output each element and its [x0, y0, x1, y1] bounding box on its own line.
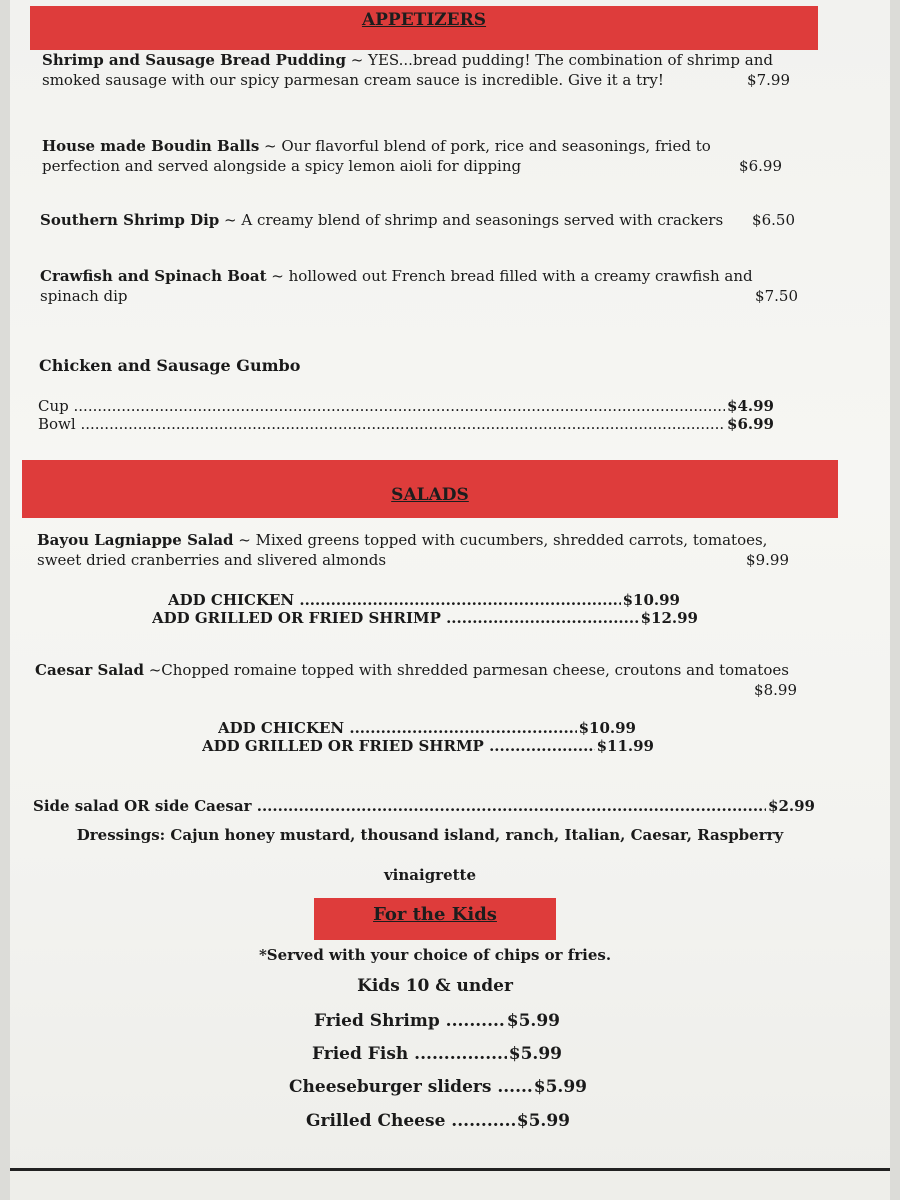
salads-header: [22, 460, 838, 518]
gumbo-bowl-price: $6.99: [727, 415, 774, 433]
kids-item-name: Cheeseburger sliders: [289, 1077, 492, 1097]
gumbo-cup-row: [38, 396, 774, 416]
kids-item-sliders: [289, 1076, 587, 1098]
add-label: ADD GRILLED OR FRIED SHRMP: [202, 737, 484, 755]
add-price: $12.99: [640, 609, 698, 627]
gumbo-cup-price: $4.99: [727, 397, 774, 415]
add-label: ADD CHICKEN: [168, 591, 295, 609]
appetizers-header: [30, 6, 818, 50]
kids-item-fried-fish: [312, 1043, 562, 1065]
kids-item-price: $5.99: [508, 1044, 562, 1064]
kids-item-grilled-cheese: [306, 1110, 570, 1132]
kids-note: *Served with your choice of chips or fries.: [258, 946, 612, 964]
kids-item-price: $5.99: [506, 1011, 560, 1031]
dressings-line1: Dressings: Cajun honey mustard, thousand island, ranch, Italian, Caesar, Raspberry: [76, 826, 784, 844]
menu-item-crawfish-boat: [40, 266, 798, 306]
add-price: $10.99: [578, 719, 636, 737]
menu-item-bayou-salad: [37, 530, 789, 570]
item-price: $6.50: [752, 211, 795, 229]
side-price: $2.99: [768, 797, 815, 815]
kids-item-name: Grilled Cheese: [306, 1111, 446, 1131]
menu-item-shrimp-dip: [40, 210, 795, 230]
item-name: Crawfish and Spinach Boat: [40, 267, 267, 285]
item-price: $8.99: [754, 681, 797, 699]
menu-item-boudin-balls: [42, 136, 782, 176]
gumbo-bowl-label: Bowl .....: [38, 414, 725, 434]
bottom-divider: [10, 1168, 890, 1171]
bayou-add-shrimp: [152, 608, 698, 628]
menu-item-caesar-salad: [35, 660, 797, 700]
gumbo-bowl-row: [38, 414, 774, 434]
bayou-add-chicken: [168, 590, 680, 610]
item-price: $9.99: [746, 551, 789, 569]
item-name: Shrimp and Sausage Bread Pudding: [42, 51, 346, 69]
kids-title: For the Kids: [373, 904, 497, 925]
gumbo-cup-label: Cup .....: [38, 396, 725, 416]
kids-item-name: Fried Fish: [312, 1044, 409, 1064]
item-price: $7.50: [755, 287, 798, 305]
item-price: $7.99: [747, 71, 790, 89]
side-salad-row: [33, 796, 815, 816]
side-label: Side salad OR side Caesar: [33, 797, 252, 815]
caesar-add-chicken: [218, 718, 636, 738]
add-label: ADD GRILLED OR FRIED SHRIMP: [152, 609, 441, 627]
add-price: $10.99: [622, 591, 680, 609]
kids-age: Kids 10 & under: [357, 976, 513, 996]
item-desc: ~ A creamy blend of shrimp and seasonings served with crackers: [219, 211, 724, 229]
menu-item-bread-pudding: [42, 50, 790, 90]
item-name: Southern Shrimp Dip: [40, 211, 220, 229]
item-price: $6.99: [739, 157, 782, 175]
kids-item-price: $5.99: [516, 1111, 570, 1131]
item-desc: ~ YES...bread pudding! The combination of shrimp and smoked sausage with our spicy parmesan cream sauce is incredible. Give it a try!: [42, 51, 773, 89]
kids-item-fried-shrimp: [314, 1010, 560, 1032]
item-name: Bayou Lagniappe Salad: [37, 531, 234, 549]
gumbo-title: [39, 356, 300, 376]
item-name: House made Boudin Balls: [42, 137, 260, 155]
item-desc: ~ hollowed out French bread filled with a creamy crawfish and spinach dip: [40, 267, 753, 305]
item-name: Caesar Salad: [35, 661, 144, 679]
item-desc: ~Chopped romaine topped with shredded parmesan cheese, croutons and tomatoes: [143, 661, 789, 679]
appetizers-title: APPETIZERS: [361, 10, 487, 30]
kids-header: [314, 898, 556, 940]
add-label: ADD CHICKEN: [218, 719, 345, 737]
add-price: $11.99: [596, 737, 654, 755]
item-desc: ~ Our flavorful blend of pork, rice and seasonings, fried to perfection and served alongside a spicy lemon aioli for dipping: [42, 137, 711, 175]
gumbo-name: Chicken and Sausage Gumbo: [39, 356, 301, 375]
salads-title: SALADS: [391, 485, 469, 505]
kids-item-price: $5.99: [533, 1077, 587, 1097]
kids-item-name: Fried Shrimp: [314, 1011, 440, 1031]
caesar-add-shrimp: [202, 736, 654, 756]
item-desc: ~ Mixed greens topped with cucumbers, shredded carrots, tomatoes, sweet dried cranberries and slivered almonds: [37, 531, 768, 569]
dressings-line2: vinaigrette: [383, 866, 477, 884]
